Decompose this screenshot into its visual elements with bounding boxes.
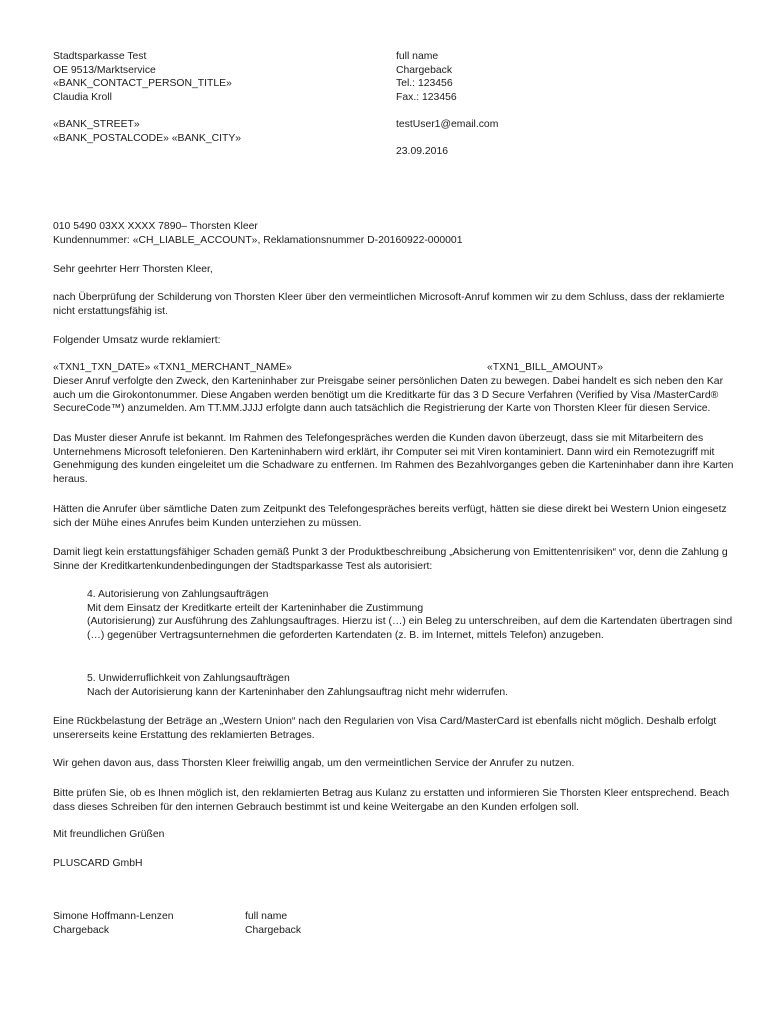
paragraph-chargeback-not-possible [53, 715, 716, 742]
paragraph-line: Sinne der Kreditkartenkundenbedingungen der Stadtsparkasse Test als autorisiert: [53, 560, 433, 572]
sender-spacer-line [53, 104, 241, 118]
paragraph-claimed-transaction [53, 334, 220, 348]
sender-street: «BANK_STREET» [53, 118, 140, 130]
paragraph-line: Folgender Umsatz wurde reklamiert: [53, 335, 221, 346]
customer-reference-line: Kundennummer: «CH_LIABLE_ACCOUNT», Reklamationsnummer D-20160922-000001 [53, 234, 463, 246]
signer-block-second [245, 910, 301, 937]
clause-line: (Autorisierung) zur Ausführung des Zahlungsauftrages. Hierzu ist (…) ein Beleg zu unterschreiben, auf dem die Kartendaten übertragen sind [87, 616, 733, 628]
card-reference-line: 010 5490 03XX XXXX 7890– Thorsten Kleer [53, 221, 258, 232]
signer-name: Simone Hoffmann-Lenzen [53, 911, 174, 922]
salutation: Sehr geehrter Herr Thorsten Kleer, [53, 264, 213, 275]
paragraph-line: heraus. [53, 473, 88, 485]
paragraph-line: Damit liegt kein erstattungsfähiger Schaden gemäß Punkt 3 der Produktbeschreibung „Absicherung von Emittentenrisiken“ vor, denn die Zahlung g [53, 547, 728, 558]
contact-fax: Fax.: 123456 [396, 91, 457, 103]
clause-authorization [87, 588, 732, 642]
paragraph-no-damage [53, 546, 728, 573]
clause-heading: 4. Autorisierung von Zahlungsaufträgen [87, 589, 269, 600]
paragraph-line: Hätten die Anrufer über sämtliche Daten zum Zeitpunkt des Telefongespräches bereits verfügt, hätten sie diese direkt bei Western Union eingesetz [53, 504, 727, 515]
paragraph-review-result [53, 291, 724, 318]
signer-block-first [53, 910, 174, 937]
paragraph-line: Eine Rückbelastung der Beträge an „Western Union“ nach den Regularien von Visa Card/MasterCard ist ebenfalls nicht möglich. Deshalb erfolgt [53, 716, 717, 727]
paragraph-line: auch um die Girokontonummer. Diese Angaben werden benötigt um die Kreditkarte für das 3 D Secure Verfahren (Verified by Visa /MasterCard® [53, 389, 719, 401]
signer-name: full name [245, 911, 288, 922]
clause-heading: 5. Unwiderruflichkeit von Zahlungsaufträgen [87, 673, 290, 684]
paragraph-line: SecureCode™) anzumelden. Am TT.MM.JJJJ erfolgte dann auch tatsächlich die Registrierung der Karte von Thorsten Kleer für diesen Service. [53, 403, 711, 415]
sender-contact-title: «BANK_CONTACT_PERSON_TITLE» [53, 78, 232, 90]
reference-block [53, 220, 462, 247]
contact-email: testUser1@email.com [396, 118, 499, 130]
company-name: PLUSCARD GmbH [53, 858, 143, 869]
contact-phone: Tel.: 123456 [396, 78, 453, 90]
paragraph-goodwill-request [53, 787, 729, 814]
transaction-row [53, 361, 768, 375]
paragraph-call-purpose [53, 375, 723, 416]
clause-line: (…) gegenüber Vertragsunternehmen die geforderten Kartendaten (z. B. im Internet, mittels Telefon) anzugeben. [87, 629, 604, 641]
sender-postal-city: «BANK_POSTALCODE» «BANK_CITY» [53, 132, 242, 144]
clause-irrevocability [87, 672, 508, 699]
sender-contact-name: Claudia Kroll [53, 91, 112, 103]
contact-info-block [396, 50, 498, 159]
paragraph-line: Unternehmens Microsoft telefonieren. Den Karteninhabern wird erklärt, ihr Computer sei mit Viren kontaminiert. Dann wird ein Remotezugriff mit [53, 446, 715, 458]
signer-department: Chargeback [245, 924, 302, 936]
paragraph-line: Dieser Anruf verfolgte den Zweck, den Karteninhaber zur Preisgabe seiner persönlichen Daten zu bewegen. Dabei handelt es sich neben den Kar [53, 376, 724, 387]
contact-name: full name [396, 51, 439, 62]
paragraph-caller-data [53, 503, 727, 530]
clause-line: Nach der Autorisierung kann der Karteninhaber den Zahlungsauftrag nicht mehr widerrufen. [87, 686, 509, 698]
paragraph-line: Wir gehen davon aus, dass Thorsten Kleer freiwillig angab, um den vermeintlichen Service der Anrufer zu nutzen. [53, 758, 575, 769]
sender-department: OE 9513/Marktservice [53, 64, 156, 76]
paragraph-line: dass dieses Schreiben für den internen Gebrauch bestimmt ist und keine Weitergabe an den Kunden erfolgen soll. [53, 801, 580, 813]
paragraph-call-pattern [53, 432, 733, 486]
signer-department: Chargeback [53, 924, 110, 936]
transaction-amount: «TXN1_BILL_AMOUNT» [487, 362, 604, 373]
sender-bank-name: Stadtsparkasse Test [53, 51, 147, 62]
paragraph-assumption [53, 757, 574, 771]
contact-spacer-line [396, 132, 498, 146]
paragraph-line: sich der Mühe eines Anrufes beim Kunden unterziehen zu müssen. [53, 517, 362, 529]
transaction-date-merchant: «TXN1_TXN_DATE» «TXN1_MERCHANT_NAME» [53, 362, 292, 373]
contact-spacer-line [396, 104, 498, 118]
paragraph-line: Bitte prüfen Sie, ob es Ihnen möglich ist, den reklamierten Betrag aus Kulanz zu erstatten und informieren Sie Thorsten Kleer entsprechend. Beach [53, 788, 730, 799]
paragraph-line: nicht erstattungsfähig ist. [53, 305, 168, 317]
sender-address-block [53, 50, 241, 145]
paragraph-line: Genehmigung des kunden eingeleitet um die Schadware zu entfernen. Im Rahmen des Bezahlvorganges geben die Karteninhaber dann ihre Karten [53, 460, 734, 472]
paragraph-line: nach Überprüfung der Schilderung von Thorsten Kleer über den vermeintlichen Microsoft-Anruf kommen wir zu dem Schluss, dass der reklamierte [53, 292, 725, 303]
paragraph-line: Das Muster dieser Anrufe ist bekannt. Im Rahmen des Telefongespräches werden die Kunden davon überzeugt, dass sie mit Mitarbeitern des [53, 433, 704, 444]
closing-phrase: Mit freundlichen Grüßen [53, 829, 165, 840]
clause-line: Mit dem Einsatz der Kreditkarte erteilt der Karteninhaber die Zustimmung [87, 602, 424, 614]
letter-date: 23.09.2016 [396, 146, 449, 158]
contact-department: Chargeback [396, 64, 453, 76]
paragraph-line: unsererseits keine Erstattung des reklamierten Betrages. [53, 729, 315, 741]
